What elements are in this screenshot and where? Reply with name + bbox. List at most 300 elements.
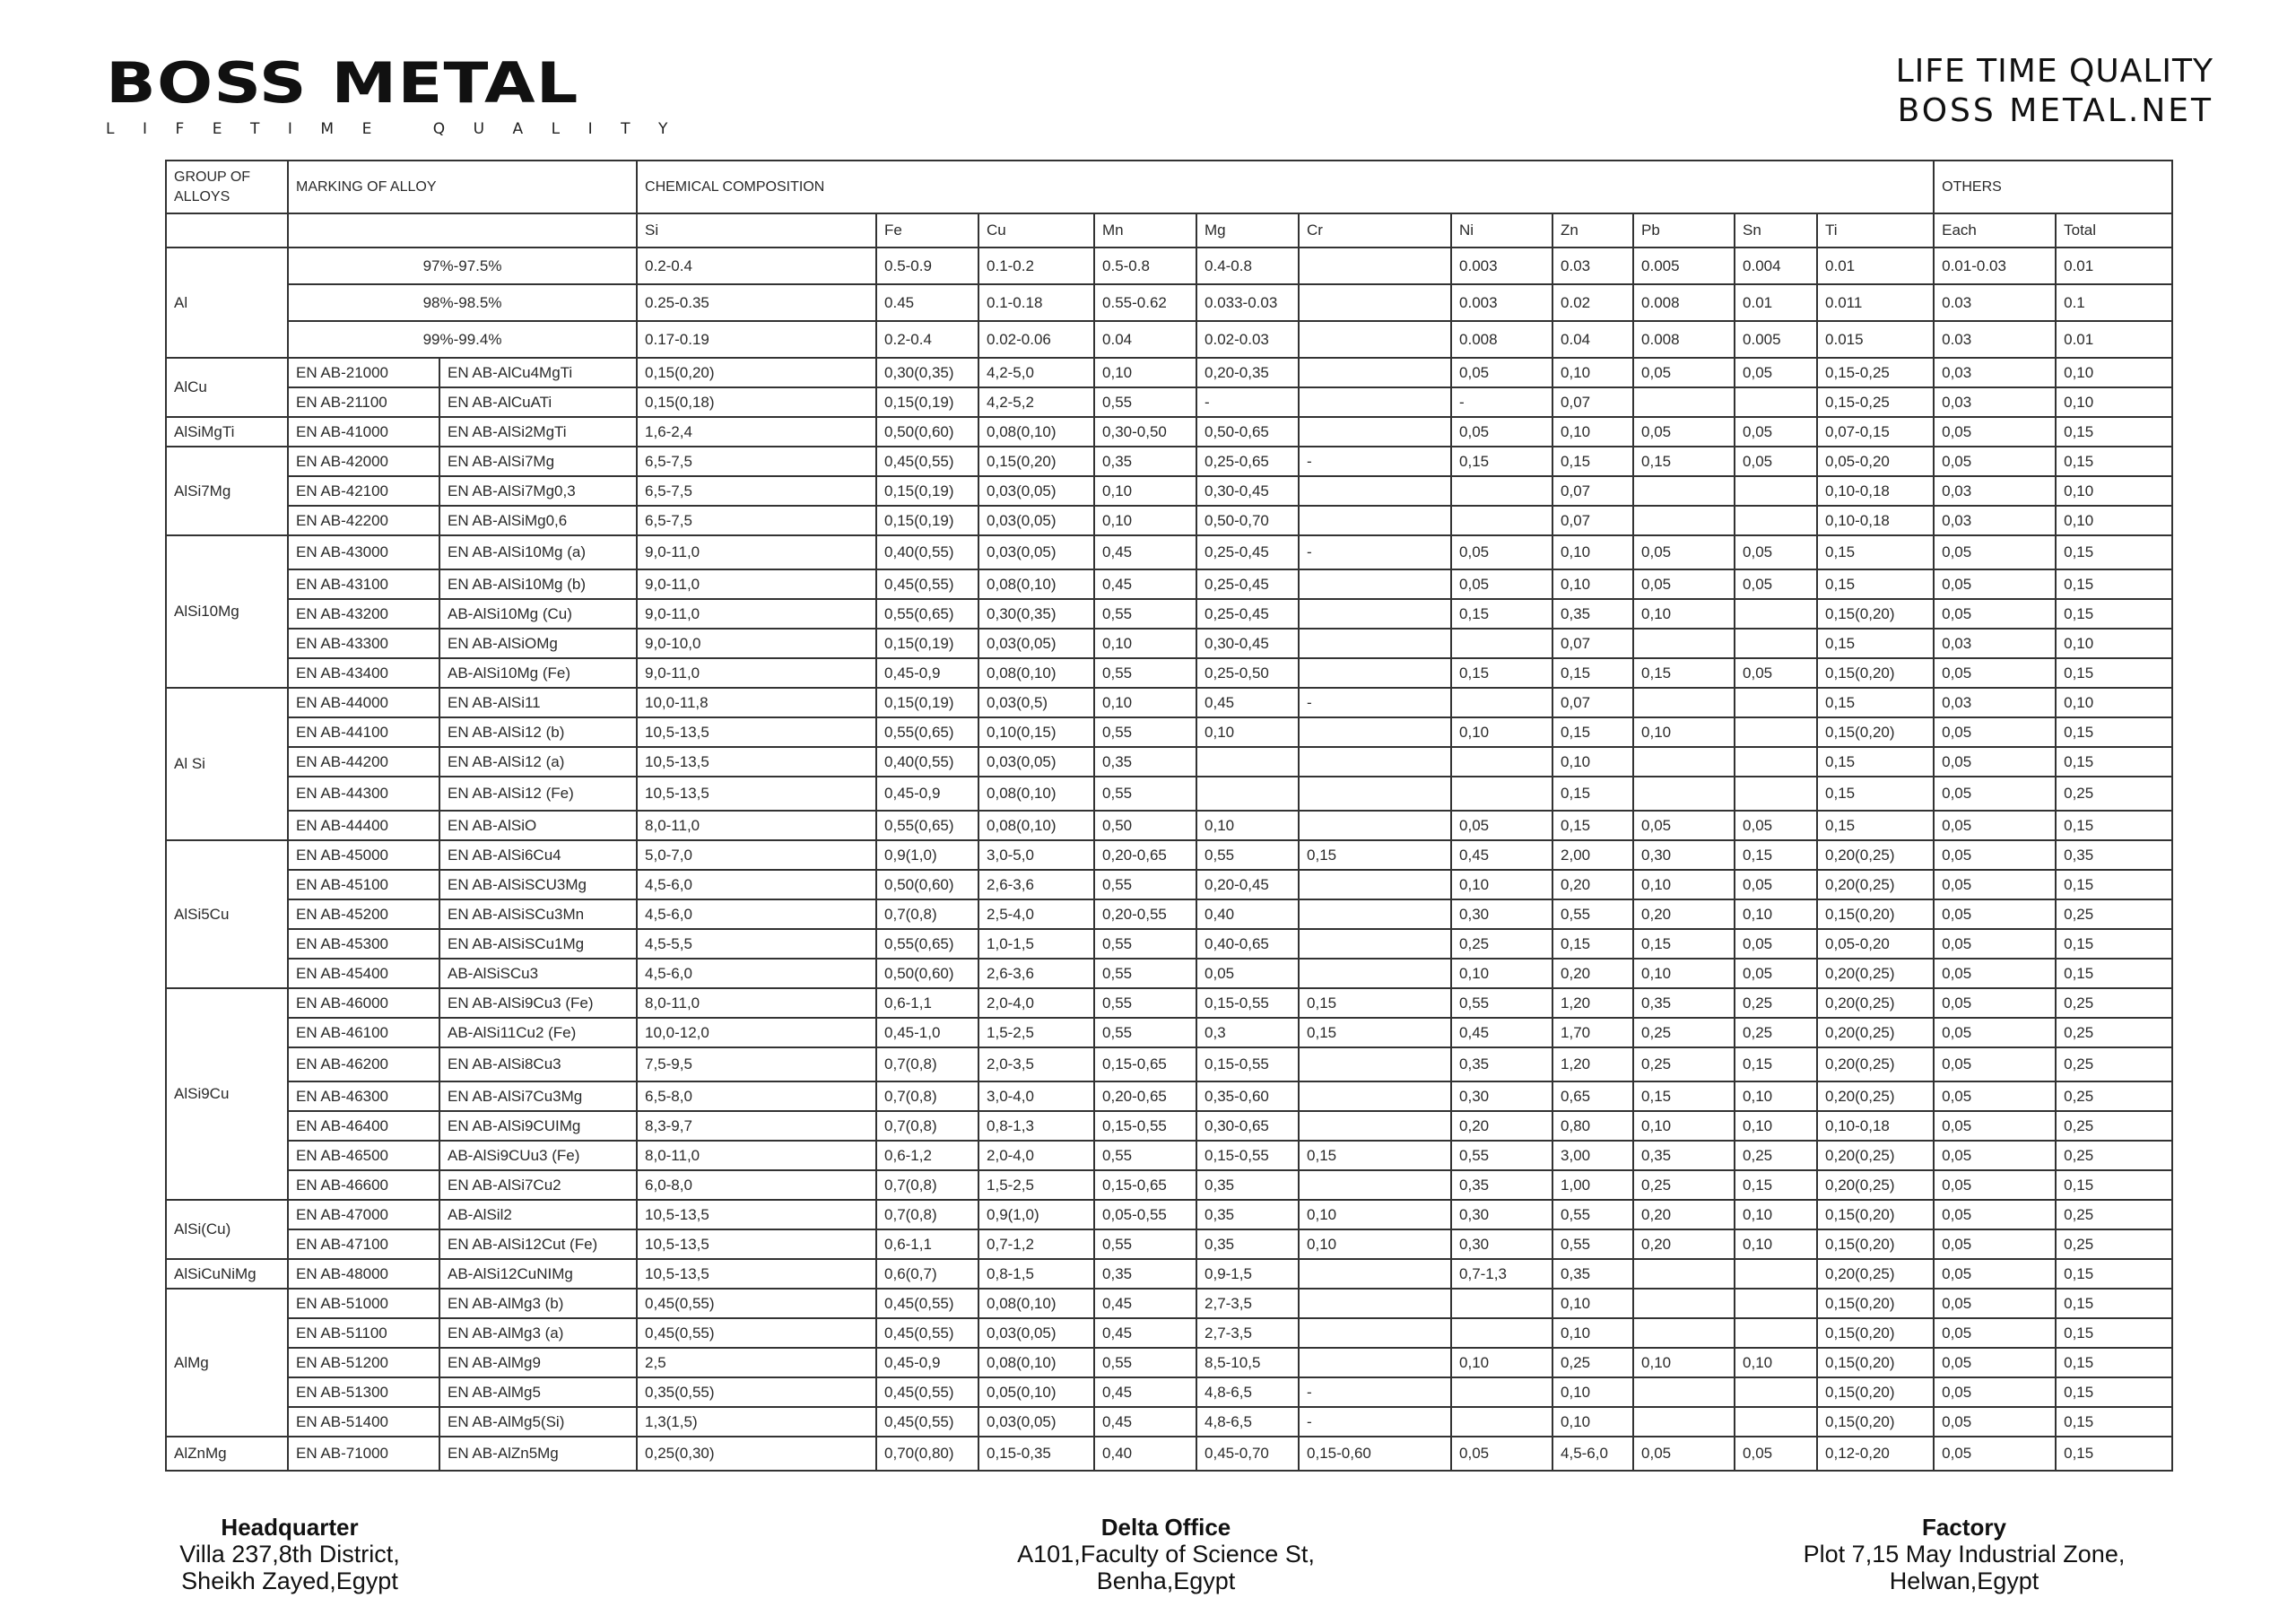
value-each: 0,05	[1934, 1348, 2056, 1377]
alloy-designation: EN AB-AlSi7Mg	[439, 447, 637, 476]
value-ni: 0,15	[1451, 447, 1552, 476]
value-total: 0,15	[2056, 1407, 2172, 1437]
value-si: 10,5-13,5	[637, 747, 876, 777]
value-mn: 0,55	[1094, 658, 1196, 688]
value-each: 0,05	[1934, 658, 2056, 688]
value-cu: 0,15(0,20)	[978, 447, 1094, 476]
alloy-designation: AB-AlSil2	[439, 1200, 637, 1229]
value-cr: -	[1299, 688, 1451, 717]
value-sn: 0,05	[1735, 569, 1817, 599]
value-ti: 0,20(0,25)	[1817, 1170, 1934, 1200]
value-mg: 0,30-0,65	[1196, 1111, 1299, 1141]
value-ti: 0,10-0,18	[1817, 1111, 1934, 1141]
table-row	[166, 688, 2172, 717]
alloy-group-name: Al	[166, 248, 288, 358]
value-ti: 0,15	[1817, 569, 1934, 599]
value-total: 0,25	[2056, 988, 2172, 1018]
table-row	[166, 1141, 2172, 1170]
table-row	[166, 840, 2172, 870]
value-total: 0,25	[2056, 1047, 2172, 1081]
value-zn: 0,15	[1552, 658, 1633, 688]
alloy-designation: AB-AlSi11Cu2 (Fe)	[439, 1018, 637, 1047]
value-mn: 0,40	[1094, 1437, 1196, 1471]
value-mg: 2,7-3,5	[1196, 1289, 1299, 1318]
value-pb: 0,15	[1633, 658, 1735, 688]
table-row	[166, 387, 2172, 417]
value-total: 0,15	[2056, 417, 2172, 447]
value-ti: 0,15-0,25	[1817, 358, 1934, 387]
alloy-code: EN AB-51400	[288, 1407, 439, 1437]
value-si: 6,0-8,0	[637, 1170, 876, 1200]
value-sn	[1735, 506, 1817, 535]
value-fe: 0.45	[876, 284, 978, 321]
value-each: 0,05	[1934, 569, 2056, 599]
alloy-code: EN AB-46500	[288, 1141, 439, 1170]
value-each: 0,03	[1934, 387, 2056, 417]
value-fe: 0,7(0,8)	[876, 1081, 978, 1111]
value-sn: 0,10	[1735, 1229, 1817, 1259]
table-row	[166, 599, 2172, 629]
value-mn: 0,55	[1094, 870, 1196, 899]
table-row	[166, 899, 2172, 929]
value-cr: 0,15	[1299, 1141, 1451, 1170]
value-mn: 0,30-0,50	[1094, 417, 1196, 447]
alloy-code: EN AB-46300	[288, 1081, 439, 1111]
alloy-designation: AB-AlSi9CUu3 (Fe)	[439, 1141, 637, 1170]
value-each: 0,05	[1934, 870, 2056, 899]
value-total: 0,15	[2056, 811, 2172, 840]
value-mn: 0,10	[1094, 476, 1196, 506]
value-fe: 0,45-0,9	[876, 1348, 978, 1377]
value-mg: 0,35	[1196, 1229, 1299, 1259]
value-zn: 0,65	[1552, 1081, 1633, 1111]
alloy-code: EN AB-46100	[288, 1018, 439, 1047]
value-mn: 0,35	[1094, 447, 1196, 476]
value-cr	[1299, 929, 1451, 959]
alloy-composition-table	[165, 160, 2173, 1472]
value-cr	[1299, 1047, 1451, 1081]
header-element-each: Each	[1934, 213, 2056, 248]
value-sn: 0,10	[1735, 1081, 1817, 1111]
value-cu: 0.1-0.18	[978, 284, 1094, 321]
value-mn: 0,35	[1094, 1259, 1196, 1289]
value-mn: 0,55	[1094, 717, 1196, 747]
alloy-designation: EN AB-AlSi10Mg (a)	[439, 535, 637, 569]
value-pb: 0,35	[1633, 988, 1735, 1018]
value-mn: 0,45	[1094, 535, 1196, 569]
alloy-group-name: AlZnMg	[166, 1437, 288, 1471]
alloy-designation: EN AB-AlSiMg0,6	[439, 506, 637, 535]
value-ti: 0,20(0,25)	[1817, 1259, 1934, 1289]
value-mg: 0,30-0,45	[1196, 476, 1299, 506]
value-mn: 0.5-0.8	[1094, 248, 1196, 284]
value-cr	[1299, 1318, 1451, 1348]
value-fe: 0,45(0,55)	[876, 1407, 978, 1437]
value-cr	[1299, 1111, 1451, 1141]
value-ti: 0,15(0,20)	[1817, 599, 1934, 629]
alloy-designation: EN AB-AlSi7Cu3Mg	[439, 1081, 637, 1111]
value-mn: 0,45	[1094, 569, 1196, 599]
header-row-main	[166, 161, 2172, 213]
value-si: 0,45(0,55)	[637, 1289, 876, 1318]
value-cr	[1299, 747, 1451, 777]
table-row	[166, 1047, 2172, 1081]
value-total: 0,15	[2056, 1318, 2172, 1348]
alloy-group-name: AlCu	[166, 358, 288, 417]
value-ti: 0,10-0,18	[1817, 506, 1934, 535]
value-ni: 0,30	[1451, 1200, 1552, 1229]
alloy-designation: EN AB-AlSi12 (a)	[439, 747, 637, 777]
value-cu: 1,5-2,5	[978, 1170, 1094, 1200]
value-si: 9,0-11,0	[637, 569, 876, 599]
value-cr	[1299, 1289, 1451, 1318]
value-zn: 0,15	[1552, 929, 1633, 959]
value-sn: 0,05	[1735, 417, 1817, 447]
value-ni: 0.003	[1451, 248, 1552, 284]
value-cr: 0,15-0,60	[1299, 1437, 1451, 1471]
value-ni: 0,20	[1451, 1111, 1552, 1141]
value-zn: 0,07	[1552, 387, 1633, 417]
value-mn: 0,55	[1094, 387, 1196, 417]
value-pb: 0,05	[1633, 1437, 1735, 1471]
value-fe: 0,15(0,19)	[876, 629, 978, 658]
value-pb	[1633, 777, 1735, 811]
alloy-group-name: Al Si	[166, 688, 288, 840]
value-mn: 0.55-0.62	[1094, 284, 1196, 321]
value-mg: 0,05	[1196, 959, 1299, 988]
value-pb	[1633, 688, 1735, 717]
value-cu: 2,0-4,0	[978, 1141, 1094, 1170]
value-zn: 0,15	[1552, 717, 1633, 747]
value-fe: 0,50(0,60)	[876, 959, 978, 988]
value-sn: 0,15	[1735, 1170, 1817, 1200]
header-element-ni: Ni	[1451, 213, 1552, 248]
footer-delta-office-line1: A101,Faculty of Science St,	[1017, 1541, 1315, 1568]
value-total: 0,15	[2056, 717, 2172, 747]
value-mg: -	[1196, 387, 1299, 417]
value-mg: 2,7-3,5	[1196, 1318, 1299, 1348]
alloy-code: EN AB-21100	[288, 387, 439, 417]
value-ti: 0,15	[1817, 777, 1934, 811]
value-cr	[1299, 358, 1451, 387]
value-mg: 4,8-6,5	[1196, 1377, 1299, 1407]
value-mg: 0,35-0,60	[1196, 1081, 1299, 1111]
value-mg: 0,40	[1196, 899, 1299, 929]
header-marking-of-alloy: MARKING OF ALLOY	[288, 161, 637, 213]
alloy-code: EN AB-46000	[288, 988, 439, 1018]
value-cr	[1299, 569, 1451, 599]
alloy-purity: 99%-99.4%	[288, 321, 637, 358]
alloy-group-name: AlSiMgTi	[166, 417, 288, 447]
value-total: 0,10	[2056, 387, 2172, 417]
value-si: 4,5-6,0	[637, 870, 876, 899]
value-zn: 0,07	[1552, 688, 1633, 717]
value-pb	[1633, 387, 1735, 417]
alloy-code: EN AB-47000	[288, 1200, 439, 1229]
value-zn: 0,20	[1552, 870, 1633, 899]
alloy-designation: EN AB-AlSi10Mg (b)	[439, 569, 637, 599]
value-ti: 0,20(0,25)	[1817, 870, 1934, 899]
value-total: 0,25	[2056, 1200, 2172, 1229]
value-mn: 0,20-0,55	[1094, 899, 1196, 929]
value-mg: 0,25-0,45	[1196, 599, 1299, 629]
value-mn: 0,15-0,65	[1094, 1047, 1196, 1081]
value-mn: 0,55	[1094, 929, 1196, 959]
value-cr	[1299, 959, 1451, 988]
value-fe: 0,7(0,8)	[876, 899, 978, 929]
value-cr: 0,15	[1299, 988, 1451, 1018]
alloy-designation: EN AB-AlMg9	[439, 1348, 637, 1377]
alloy-designation: EN AB-AlSi11	[439, 688, 637, 717]
value-si: 0,45(0,55)	[637, 1318, 876, 1348]
value-mn: 0,20-0,65	[1094, 840, 1196, 870]
value-sn: 0,25	[1735, 1141, 1817, 1170]
logo-slogan: LIFETIME QUALITY	[106, 120, 696, 138]
value-sn	[1735, 747, 1817, 777]
value-ni	[1451, 1377, 1552, 1407]
value-sn	[1735, 599, 1817, 629]
alloy-designation: EN AB-AlZn5Mg	[439, 1437, 637, 1471]
value-cu: 0,08(0,10)	[978, 569, 1094, 599]
value-pb: 0,05	[1633, 417, 1735, 447]
value-si: 0,15(0,20)	[637, 358, 876, 387]
value-total: 0,10	[2056, 476, 2172, 506]
value-cr	[1299, 599, 1451, 629]
alloy-code: EN AB-42100	[288, 476, 439, 506]
table-row	[166, 1111, 2172, 1141]
value-ni: 0,05	[1451, 358, 1552, 387]
value-cr	[1299, 1259, 1451, 1289]
table-row	[166, 777, 2172, 811]
value-fe: 0,6-1,2	[876, 1141, 978, 1170]
value-cu: 0,08(0,10)	[978, 811, 1094, 840]
value-cr: -	[1299, 1407, 1451, 1437]
value-total: 0,10	[2056, 358, 2172, 387]
value-ni: 0,55	[1451, 988, 1552, 1018]
value-ni	[1451, 1318, 1552, 1348]
value-ti: 0,15(0,20)	[1817, 1318, 1934, 1348]
value-ti: 0,12-0,20	[1817, 1437, 1934, 1471]
value-pb: 0,15	[1633, 929, 1735, 959]
alloy-code: EN AB-42200	[288, 506, 439, 535]
value-mn: 0,55	[1094, 777, 1196, 811]
value-total: 0,15	[2056, 870, 2172, 899]
value-sn	[1735, 1318, 1817, 1348]
value-cr	[1299, 777, 1451, 811]
header-element-si: Si	[637, 213, 876, 248]
table-row	[166, 1318, 2172, 1348]
value-pb: 0,20	[1633, 899, 1735, 929]
value-ni: 0,7-1,3	[1451, 1259, 1552, 1289]
value-cu: 0,08(0,10)	[978, 658, 1094, 688]
value-ti: 0,15(0,20)	[1817, 658, 1934, 688]
value-ti: 0,05-0,20	[1817, 929, 1934, 959]
value-ni: 0,30	[1451, 899, 1552, 929]
table-row	[166, 248, 2172, 284]
value-each: 0,05	[1934, 811, 2056, 840]
value-si: 0.17-0.19	[637, 321, 876, 358]
value-total: 0,35	[2056, 840, 2172, 870]
value-pb	[1633, 747, 1735, 777]
table-row	[166, 447, 2172, 476]
alloy-code: EN AB-51000	[288, 1289, 439, 1318]
value-ti: 0,15	[1817, 688, 1934, 717]
logo-wordmark: BOSS METAL	[106, 50, 579, 116]
value-cu: 2,0-4,0	[978, 988, 1094, 1018]
value-fe: 0,70(0,80)	[876, 1437, 978, 1471]
value-total: 0,15	[2056, 1377, 2172, 1407]
alloy-code: EN AB-51200	[288, 1348, 439, 1377]
value-sn: 0,05	[1735, 959, 1817, 988]
value-mn: 0,55	[1094, 1229, 1196, 1259]
value-mg: 0,20-0,45	[1196, 870, 1299, 899]
value-ti: 0,15(0,20)	[1817, 717, 1934, 747]
value-sn: 0,25	[1735, 1018, 1817, 1047]
value-total: 0,15	[2056, 747, 2172, 777]
value-each: 0.01-0.03	[1934, 248, 2056, 284]
value-mg: 0,15-0,55	[1196, 1047, 1299, 1081]
value-total: 0,15	[2056, 1170, 2172, 1200]
value-each: 0,05	[1934, 1259, 2056, 1289]
alloy-code: EN AB-46600	[288, 1170, 439, 1200]
value-zn: 1,20	[1552, 988, 1633, 1018]
value-each: 0,03	[1934, 688, 2056, 717]
value-each: 0,05	[1934, 599, 2056, 629]
value-si: 5,0-7,0	[637, 840, 876, 870]
footer-headquarter-line2: Sheikh Zayed,Egypt	[181, 1568, 398, 1594]
value-zn: 0,10	[1552, 1407, 1633, 1437]
value-ni: 0,15	[1451, 599, 1552, 629]
value-pb	[1633, 1259, 1735, 1289]
value-each: 0,05	[1934, 747, 2056, 777]
alloy-code: EN AB-41000	[288, 417, 439, 447]
alloy-designation: EN AB-AlSi2MgTi	[439, 417, 637, 447]
value-cu: 0,15-0,35	[978, 1437, 1094, 1471]
value-zn: 0,10	[1552, 535, 1633, 569]
value-pb: 0.008	[1633, 321, 1735, 358]
header-tagline	[1896, 52, 2213, 131]
alloy-code: EN AB-44300	[288, 777, 439, 811]
value-fe: 0,9(1,0)	[876, 840, 978, 870]
value-cu: 0,08(0,10)	[978, 417, 1094, 447]
value-zn: 3,00	[1552, 1141, 1633, 1170]
alloy-code: EN AB-46200	[288, 1047, 439, 1081]
value-mg: 4,8-6,5	[1196, 1407, 1299, 1437]
value-cr: 0,15	[1299, 1018, 1451, 1047]
value-each: 0,05	[1934, 988, 2056, 1018]
table-row	[166, 1081, 2172, 1111]
value-cr	[1299, 1081, 1451, 1111]
value-cr	[1299, 811, 1451, 840]
value-ti: 0.011	[1817, 284, 1934, 321]
header-element-ti: Ti	[1817, 213, 1934, 248]
value-each: 0,05	[1934, 1047, 2056, 1081]
value-zn: 0,10	[1552, 1318, 1633, 1348]
value-cr	[1299, 284, 1451, 321]
value-ni	[1451, 747, 1552, 777]
value-ti: 0,20(0,25)	[1817, 959, 1934, 988]
table-row	[166, 1200, 2172, 1229]
value-mn: 0,55	[1094, 988, 1196, 1018]
value-ni	[1451, 777, 1552, 811]
value-zn: 0,07	[1552, 506, 1633, 535]
value-si: 0.2-0.4	[637, 248, 876, 284]
value-fe: 0,15(0,19)	[876, 387, 978, 417]
alloy-group-name: AlSiCuNiMg	[166, 1259, 288, 1289]
value-cu: 3,0-4,0	[978, 1081, 1094, 1111]
value-si: 10,0-11,8	[637, 688, 876, 717]
footer-headquarter-title: Headquarter	[221, 1514, 359, 1541]
value-ti: 0,07-0,15	[1817, 417, 1934, 447]
value-fe: 0,40(0,55)	[876, 747, 978, 777]
value-fe: 0,6-1,1	[876, 1229, 978, 1259]
value-fe: 0,30(0,35)	[876, 358, 978, 387]
alloy-code: EN AB-43400	[288, 658, 439, 688]
value-ni: 0,45	[1451, 840, 1552, 870]
alloy-group-name: AlSi10Mg	[166, 535, 288, 688]
value-ti: 0,15(0,20)	[1817, 1200, 1934, 1229]
value-mn: 0,45	[1094, 1377, 1196, 1407]
value-each: 0,05	[1934, 1318, 2056, 1348]
value-si: 0,15(0,18)	[637, 387, 876, 417]
value-cr	[1299, 870, 1451, 899]
value-mn: 0,10	[1094, 358, 1196, 387]
value-si: 8,0-11,0	[637, 988, 876, 1018]
value-ti: 0,20(0,25)	[1817, 1141, 1934, 1170]
value-ti: 0,20(0,25)	[1817, 1018, 1934, 1047]
value-pb: 0,05	[1633, 569, 1735, 599]
value-zn: 0,35	[1552, 1259, 1633, 1289]
alloy-designation: EN AB-AlSi12Cut (Fe)	[439, 1229, 637, 1259]
value-total: 0,15	[2056, 959, 2172, 988]
value-mn: 0,15-0,65	[1094, 1170, 1196, 1200]
value-fe: 0,40(0,55)	[876, 535, 978, 569]
value-cr	[1299, 717, 1451, 747]
value-zn: 0.02	[1552, 284, 1633, 321]
tagline-website: BOSS METAL.NET	[1897, 92, 2213, 129]
value-zn: 0,15	[1552, 777, 1633, 811]
value-cu: 0,05(0,10)	[978, 1377, 1094, 1407]
alloy-code: EN AB-44400	[288, 811, 439, 840]
value-fe: 0,45(0,55)	[876, 1289, 978, 1318]
value-each: 0,05	[1934, 1200, 2056, 1229]
value-sn: 0,15	[1735, 1047, 1817, 1081]
value-each: 0,05	[1934, 840, 2056, 870]
value-zn: 1,70	[1552, 1018, 1633, 1047]
value-ni: 0,25	[1451, 929, 1552, 959]
value-pb: 0,15	[1633, 1081, 1735, 1111]
alloy-code: EN AB-43300	[288, 629, 439, 658]
value-mn: 0,45	[1094, 1318, 1196, 1348]
alloy-designation: EN AB-AlSi9Cu3 (Fe)	[439, 988, 637, 1018]
header-element-pb: Pb	[1633, 213, 1735, 248]
value-sn: 0,05	[1735, 535, 1817, 569]
value-cu: 0,10(0,15)	[978, 717, 1094, 747]
value-cu: 3,0-5,0	[978, 840, 1094, 870]
footer-factory-line1: Plot 7,15 May Industrial Zone,	[1803, 1541, 2126, 1568]
header-element-cu: Cu	[978, 213, 1094, 248]
alloy-designation: AB-AlSi12CuNIMg	[439, 1259, 637, 1289]
value-ni: -	[1451, 387, 1552, 417]
alloy-code: EN AB-71000	[288, 1437, 439, 1471]
value-total: 0,15	[2056, 569, 2172, 599]
value-each: 0,05	[1934, 1170, 2056, 1200]
value-fe: 0,55(0,65)	[876, 599, 978, 629]
footer-delta-office-title: Delta Office	[1100, 1514, 1231, 1541]
value-each: 0.03	[1934, 321, 2056, 358]
value-pb: 0.008	[1633, 284, 1735, 321]
value-fe: 0,45(0,55)	[876, 447, 978, 476]
